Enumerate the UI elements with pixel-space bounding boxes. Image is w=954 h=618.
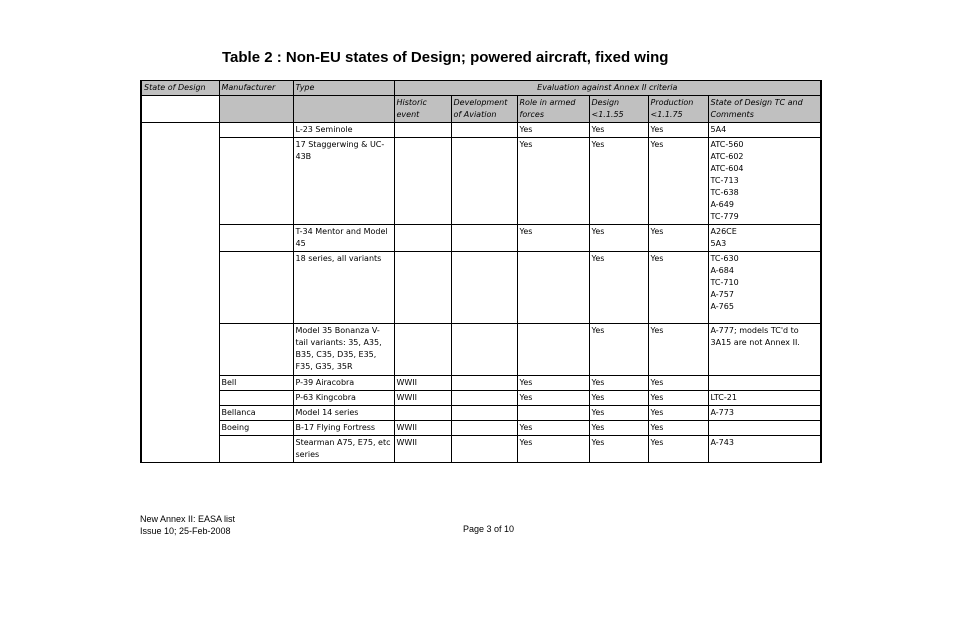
cell-tc xyxy=(708,376,821,391)
cell-manufacturer xyxy=(219,123,293,138)
header-evaluation: Evaluation against Annex II criteria xyxy=(394,81,821,96)
cell-design: Yes xyxy=(589,421,648,436)
tc-entry: ATC-560 xyxy=(710,140,744,149)
tc-entry: 5A4 xyxy=(710,125,727,134)
cell-development xyxy=(451,225,517,252)
table-row xyxy=(141,391,821,406)
cell-role xyxy=(517,324,589,376)
cell-manufacturer: Bellanca xyxy=(219,406,293,421)
header-design: Design <1.1.55 xyxy=(589,96,648,123)
cell-historic: WWII xyxy=(394,391,451,406)
cell-development xyxy=(451,138,517,225)
cell-role: Yes xyxy=(517,123,589,138)
tc-entry: TC-713 xyxy=(710,176,739,185)
cell-tc xyxy=(708,421,821,436)
table-row xyxy=(141,324,821,376)
cell-historic xyxy=(394,324,451,376)
header-row xyxy=(141,81,821,96)
tc-entry: TC-630 xyxy=(710,254,739,263)
tc-entry: TC-779 xyxy=(710,212,739,221)
cell-manufacturer xyxy=(219,252,293,324)
cell-production: Yes xyxy=(648,324,708,376)
subheader-blank xyxy=(141,96,219,123)
cell-tc xyxy=(708,252,821,324)
cell-design: Yes xyxy=(589,324,648,376)
cell-design: Yes xyxy=(589,252,648,324)
cell-type: P-63 Kingcobra xyxy=(293,391,394,406)
cell-historic: WWII xyxy=(394,436,451,463)
header-state-of-design: State of Design xyxy=(141,81,219,96)
tc-entry: LTC-21 xyxy=(710,393,737,402)
cell-manufacturer: Bell xyxy=(219,376,293,391)
cell-historic xyxy=(394,406,451,421)
table-row xyxy=(141,406,821,421)
cell-historic: WWII xyxy=(394,421,451,436)
cell-development xyxy=(451,324,517,376)
aircraft-table xyxy=(140,80,822,463)
cell-type: P-39 Airacobra xyxy=(293,376,394,391)
table-row xyxy=(141,421,821,436)
cell-role: Yes xyxy=(517,376,589,391)
cell-type: 17 Staggerwing & UC-43B xyxy=(293,138,394,225)
tc-entry: ATC-602 xyxy=(710,152,744,161)
cell-production: Yes xyxy=(648,138,708,225)
table-row xyxy=(141,436,821,463)
tc-entry: A-743 xyxy=(710,438,734,447)
cell-production: Yes xyxy=(648,252,708,324)
cell-production: Yes xyxy=(648,406,708,421)
table-row xyxy=(141,225,821,252)
cell-development xyxy=(451,391,517,406)
header-role: Role in armed forces xyxy=(517,96,589,123)
cell-design: Yes xyxy=(589,123,648,138)
tc-entry: A-777; models TC'd to 3A15 are not Annex II. xyxy=(710,326,800,347)
cell-state xyxy=(141,123,219,463)
tc-entry: TC-710 xyxy=(710,278,739,287)
cell-production: Yes xyxy=(648,391,708,406)
cell-manufacturer: Boeing xyxy=(219,421,293,436)
cell-type: L-23 Seminole xyxy=(293,123,394,138)
header-manufacturer: Manufacturer xyxy=(219,81,293,96)
cell-design: Yes xyxy=(589,436,648,463)
cell-design: Yes xyxy=(589,391,648,406)
cell-design: Yes xyxy=(589,406,648,421)
cell-type: Model 35 Bonanza V-tail variants: 35, A35, B35, C35, D35, E35, F35, G35, 35R xyxy=(293,324,394,376)
header-development: Development of Aviation xyxy=(451,96,517,123)
cell-tc xyxy=(708,406,821,421)
cell-development xyxy=(451,376,517,391)
cell-role xyxy=(517,406,589,421)
cell-manufacturer xyxy=(219,324,293,376)
header-tc: State of Design TC and Comments xyxy=(708,96,821,123)
cell-tc xyxy=(708,123,821,138)
cell-development xyxy=(451,406,517,421)
cell-development xyxy=(451,436,517,463)
header-historic: Historic event xyxy=(394,96,451,123)
cell-type: Stearman A75, E75, etc series xyxy=(293,436,394,463)
cell-role: Yes xyxy=(517,138,589,225)
cell-tc xyxy=(708,324,821,376)
footer-issue: Issue 10; 25-Feb-2008 xyxy=(140,526,231,536)
tc-entry: 5A3 xyxy=(710,239,727,248)
tc-entry: A-649 xyxy=(710,200,734,209)
table-row xyxy=(141,252,821,324)
cell-type: T-34 Mentor and Model 45 xyxy=(293,225,394,252)
tc-entry: TC-638 xyxy=(710,188,739,197)
subheader-manufacturer-blank xyxy=(219,96,293,123)
cell-type: B-17 Flying Fortress xyxy=(293,421,394,436)
cell-role: Yes xyxy=(517,421,589,436)
cell-tc xyxy=(708,391,821,406)
cell-design: Yes xyxy=(589,225,648,252)
cell-production: Yes xyxy=(648,376,708,391)
cell-development xyxy=(451,421,517,436)
cell-role: Yes xyxy=(517,436,589,463)
cell-tc xyxy=(708,436,821,463)
table-row xyxy=(141,376,821,391)
cell-historic xyxy=(394,252,451,324)
page-number: Page 3 of 10 xyxy=(463,524,515,534)
table-row xyxy=(141,123,821,138)
tc-entry: ATC-604 xyxy=(710,164,744,173)
cell-design: Yes xyxy=(589,376,648,391)
cell-historic: WWII xyxy=(394,376,451,391)
tc-entry: A-765 xyxy=(710,302,734,311)
cell-production: Yes xyxy=(648,225,708,252)
cell-type: 18 series, all variants xyxy=(293,252,394,324)
cell-design: Yes xyxy=(589,138,648,225)
page-title: Table 2 : Non-EU states of Design; powered aircraft, fixed wing xyxy=(222,49,669,66)
cell-production: Yes xyxy=(648,421,708,436)
subheader-type-blank xyxy=(293,96,394,123)
cell-production: Yes xyxy=(648,123,708,138)
footer-document-info xyxy=(140,513,235,537)
cell-historic xyxy=(394,225,451,252)
tc-entry: A-773 xyxy=(710,408,734,417)
cell-role: Yes xyxy=(517,225,589,252)
cell-role: Yes xyxy=(517,391,589,406)
header-production: Production <1.1.75 xyxy=(648,96,708,123)
cell-type: Model 14 series xyxy=(293,406,394,421)
header-type: Type xyxy=(293,81,394,96)
cell-historic xyxy=(394,138,451,225)
cell-tc xyxy=(708,225,821,252)
cell-role xyxy=(517,252,589,324)
cell-development xyxy=(451,123,517,138)
cell-manufacturer xyxy=(219,436,293,463)
tc-entry: A26CE xyxy=(710,227,737,236)
cell-production: Yes xyxy=(648,436,708,463)
cell-tc xyxy=(708,138,821,225)
cell-manufacturer xyxy=(219,225,293,252)
subheader-row xyxy=(141,96,821,123)
footer-annex: New Annex II: EASA list xyxy=(140,514,236,524)
tc-entry: A-684 xyxy=(710,266,734,275)
table-row xyxy=(141,138,821,225)
tc-entry: A-757 xyxy=(710,290,734,299)
cell-manufacturer xyxy=(219,138,293,225)
cell-manufacturer xyxy=(219,391,293,406)
cell-historic xyxy=(394,123,451,138)
cell-development xyxy=(451,252,517,324)
